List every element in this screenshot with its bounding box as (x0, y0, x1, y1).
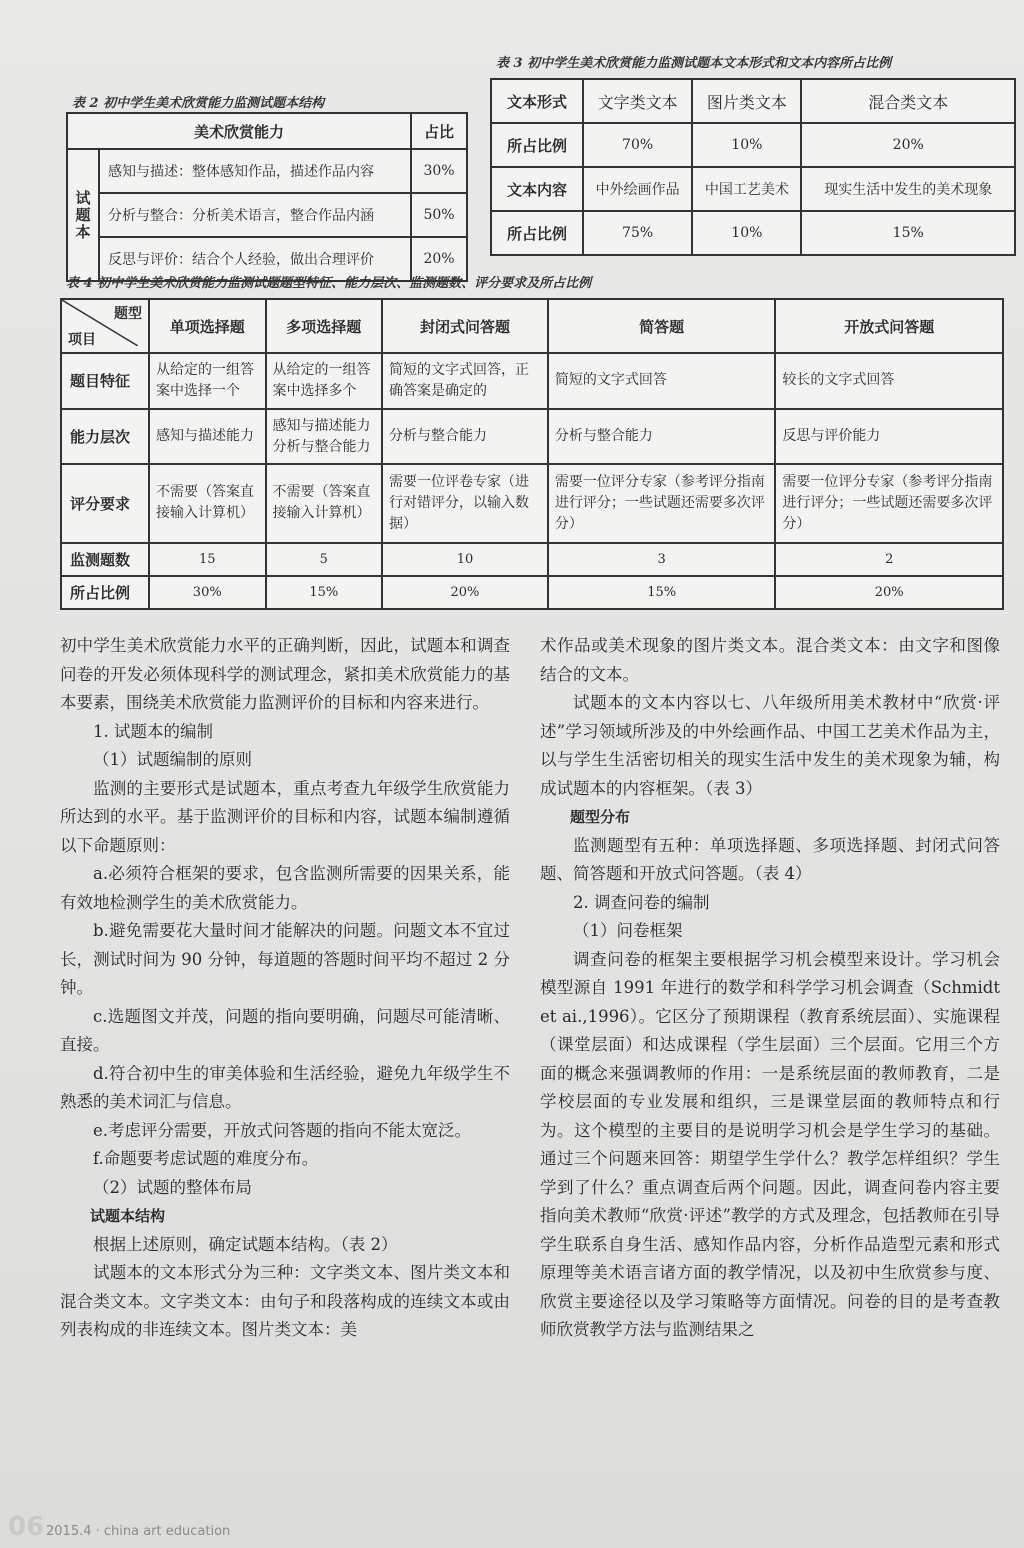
table4-level-head: 能力层次 (61, 409, 149, 465)
table4-count: 15 (149, 543, 266, 576)
paragraph: b.避免需要花大量时间才能解决的问题。问题文本不宜过长，测试时间为 90 分钟，每道题的答题时间平均不超过 2 分钟。 (60, 921, 510, 997)
table2-pct: 20% (411, 237, 467, 281)
paragraph: 试题本的文本形式分为三种：文字类文本、图片类文本和混合类文本。文字类文本：由句子和段落构成的连续文本或由列表构成的非连续文本。图片类文本：美 (60, 1263, 510, 1339)
table3-content-head: 文本内容 (491, 167, 583, 211)
table4-level: 分析与整合能力 (548, 409, 776, 465)
table4-feature: 简短的文字式回答 (548, 353, 776, 409)
table4-ratio: 15% (548, 576, 776, 609)
paragraph: 根据上述原则，确定试题本结构。（表 2） (93, 1234, 398, 1254)
table2 (66, 112, 468, 282)
table2-pct: 50% (411, 193, 467, 237)
table4-type: 多项选择题 (266, 299, 383, 353)
paragraph: 试题本的文本内容以七、八年级所用美术教材中“欣赏·评述”学习领域所涉及的中外绘画作品、中国工艺美术作品为主，以与学生生活密切相关的现实生活中发生的美术现象为辅，构成试题本的内容框架。（表 3） (540, 693, 1000, 798)
table4-type: 单项选择题 (149, 299, 266, 353)
section-heading: 题型分布 (570, 808, 631, 826)
table4-ratio: 20% (382, 576, 548, 609)
table4-count: 10 (382, 543, 548, 576)
paragraph: a.必须符合框架的要求，包含监测所需要的因果关系，能有效地检测学生的美术欣赏能力。 (60, 864, 510, 912)
table4-type: 封闭式问答题 (382, 299, 548, 353)
table4-corner (61, 299, 149, 353)
table3-content-ratio: 15% (801, 211, 1015, 255)
table3-form: 文字类文本 (583, 79, 692, 123)
journal-name: 2015.4 · china art education (46, 1524, 231, 1539)
paragraph: 监测的主要形式是试题本，重点考查九年级学生欣赏能力所达到的水平。基于监测评价的目标和内容，试题本编制遵循以下命题原则： (60, 778, 510, 855)
table4-ratio: 15% (266, 576, 383, 609)
table3-form: 混合类文本 (801, 79, 1015, 123)
table4-caption: 表 4 初中学生美术欣赏能力监测试题题型特征、能力层次、监测题数、评分要求及所占比例 (66, 276, 592, 291)
table4-level: 分析与整合能力 (382, 409, 548, 465)
paragraph: c.选题图文并茂，问题的指向要明确，问题尽可能清晰、直接。 (60, 1006, 510, 1054)
table4-ratio-head: 所占比例 (61, 576, 149, 609)
table3-content: 中国工艺美术 (692, 167, 801, 211)
table4-score: 需要一位评分专家（参考评分指南进行评分；一些试题还需要多次评分） (548, 464, 776, 542)
paragraph: 2. 调查问卷的编制 (573, 892, 710, 912)
table4-feature: 较长的文字式回答 (775, 353, 1003, 409)
table4-corner-item: 项目 (68, 332, 96, 348)
right-column (540, 632, 1000, 1345)
table2-side-label: 试题本 (67, 149, 99, 281)
table3-form: 图片类文本 (692, 79, 801, 123)
table2-caption: 表 2 初中学生美术欣赏能力监测试题本结构 (72, 96, 325, 111)
paragraph: 1. 试题本的编制 (93, 721, 213, 741)
table4-count: 2 (775, 543, 1003, 576)
table4-type: 开放式问答题 (775, 299, 1003, 353)
table4-score: 需要一位评分专家（参考评分指南进行评分；一些试题还需要多次评分） (775, 464, 1003, 542)
paragraph: （1）试题编制的原则 (93, 750, 252, 769)
table4-type: 简答题 (548, 299, 776, 353)
table4-ratio: 20% (775, 576, 1003, 609)
table3-ratio-head: 所占比例 (491, 123, 583, 167)
paragraph: 术作品或美术现象的图片类文本。混合类文本：由文字和图像结合的文本。 (540, 636, 1000, 684)
paragraph: （1）问卷框架 (573, 921, 683, 940)
table3-content-ratio: 75% (583, 211, 692, 255)
table4-count-head: 监测题数 (61, 543, 149, 576)
left-column (60, 632, 510, 1345)
table3-content: 现实生活中发生的美术现象 (801, 167, 1015, 211)
table4-count: 3 (548, 543, 776, 576)
paragraph: f.命题要考虑试题的难度分布。 (93, 1149, 319, 1168)
paragraph: （2）试题的整体布局 (93, 1177, 252, 1197)
table4-feature: 从给定的一组答案中选择一个 (149, 353, 266, 409)
table2-header-ratio: 占比 (411, 113, 467, 149)
table2-header-ability: 美术欣赏能力 (67, 113, 411, 149)
page-number: 06 (8, 1512, 45, 1542)
table4-feature-head: 题目特征 (61, 353, 149, 409)
paragraph: 调查问卷的框架主要根据学习机会模型来设计。学习机会模型源自 1991 年进行的数学和科学学习机会调查（Schmidt et ai.,1996）。它区分了预期课程（教育系统层面）、实施课程（课堂层面）和达成课程（学生层面）三个层面。它用三个方面的概念来强调教师的作用：一是系统层面的教师教育，二是学校层面的专业发展和组织，三是课堂层面的教师特点和行为。这个模型的主要目的是说明学习机会是学生学习的基础。通过三个问题来回答：期望学生学什么？教学怎样组织？学生学到了什么？重点调查后两个问题。因此，调查问卷内容主要指向美术教师“欣赏·评述”教学的方式及理念，包括教师在引导学生联系自身生活、感知作品内容，分析作品造型元素和形式原理等美术语言诸方面的教学情况，以及初中生欣赏参与度、欣赏主要途径以及学习策略等方面情况。问卷的目的是考查教师欣赏教学方法与监测结果之 (540, 949, 1000, 1339)
table4-level: 感知与描述能力 分析与整合能力 (266, 409, 383, 465)
table4-feature: 从给定的一组答案中选择多个 (266, 353, 383, 409)
table4-feature: 简短的文字式回答，正确答案是确定的 (382, 353, 548, 409)
table4-level: 感知与描述能力 (149, 409, 266, 465)
table4-score: 不需要（答案直接输入计算机） (149, 464, 266, 542)
table4-score: 需要一位评卷专家（进行对错评分，以输入数据） (382, 464, 548, 542)
table3-caption: 表 3 初中学生美术欣赏能力监测试题本文本形式和文本内容所占比例 (496, 56, 892, 71)
paragraph: 初中学生美术欣赏能力水平的正确判断，因此，试题本和调查问卷的开发必须体现科学的测试理念，紧扣美术欣赏能力的基本要素，围绕美术欣赏能力监测评价的目标和内容来进行。 (60, 636, 510, 712)
table3-content-ratio: 10% (692, 211, 801, 255)
table4-score: 不需要（答案直接输入计算机） (266, 464, 383, 542)
paragraph: d.符合初中生的审美体验和生活经验，避免九年级学生不熟悉的美术词汇与信息。 (60, 1063, 510, 1111)
table4-count: 5 (266, 543, 383, 576)
table4-score-head: 评分要求 (61, 464, 149, 542)
paragraph: 监测题型有五种：单项选择题、多项选择题、封闭式问答题、简答题和开放式问答题。（表 4） (540, 835, 1000, 883)
footer (0, 1508, 1024, 1548)
table2-item: 分析与整合：分析美术语言，整合作品内涵 (99, 193, 411, 237)
paragraph: e.考虑评分需要，开放式问答题的指向不能太宽泛。 (93, 1120, 472, 1140)
table3-form-ratio: 70% (583, 123, 692, 167)
table4-corner-type: 题型 (114, 306, 142, 322)
table2-item: 感知与描述：整体感知作品，描述作品内容 (99, 149, 411, 193)
table3-form-ratio: 20% (801, 123, 1015, 167)
table4 (60, 298, 1004, 610)
table2-item: 反思与评价：结合个人经验，做出合理评价 (99, 237, 411, 281)
table4-level: 反思与评价能力 (775, 409, 1003, 465)
table4-ratio: 30% (149, 576, 266, 609)
table3-ratio-head: 所占比例 (491, 211, 583, 255)
table2-pct: 30% (411, 149, 467, 193)
table3-form-ratio: 10% (692, 123, 801, 167)
table3-form-head: 文本形式 (491, 79, 583, 123)
table3 (490, 78, 1016, 256)
table3-content: 中外绘画作品 (583, 167, 692, 211)
section-heading: 试题本结构 (90, 1207, 166, 1225)
